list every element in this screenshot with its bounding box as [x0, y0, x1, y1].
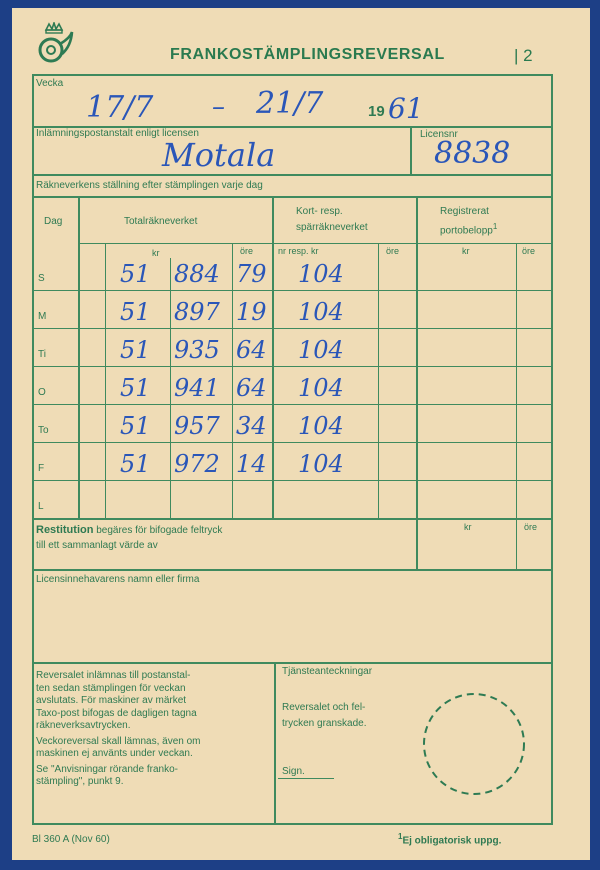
- row-day: L: [38, 501, 44, 512]
- row-day: S: [38, 273, 45, 284]
- restitution-bold: Restitution: [36, 524, 94, 536]
- licens-label: Licensnr: [420, 129, 458, 140]
- instruction-line: Taxo-post bifogas de dagligen tagna: [36, 707, 197, 719]
- postanstalt-label: Inlämningspostanstalt enligt licensen: [36, 128, 199, 139]
- footer-note: [398, 832, 501, 846]
- row-day: F: [38, 463, 45, 474]
- sub-kr: kr: [152, 248, 160, 258]
- vecka-year-prefix: 19: [368, 103, 385, 120]
- restitution-line1: [36, 524, 222, 536]
- row-ore: 14: [236, 450, 267, 478]
- row-day: To: [38, 425, 49, 436]
- instruction-line: stämpling", punkt 9.: [36, 776, 124, 787]
- tjanst-sign: Sign.: [282, 766, 305, 777]
- instruction-line: Veckoreversal skall lämnas, även om: [36, 735, 201, 747]
- col-total: Totalräkneverket: [124, 216, 198, 227]
- row-kort: 104: [298, 298, 344, 326]
- row-total-b: 957: [174, 412, 220, 440]
- row-kort: 104: [298, 336, 344, 364]
- sub-kr3: kr: [462, 246, 470, 256]
- col-kort-1: Kort- resp.: [296, 206, 343, 217]
- row-total-a: 51: [120, 298, 151, 326]
- instruction-line: Reversalet inlämnas till postanstal-: [36, 670, 191, 681]
- row-day: O: [38, 387, 46, 398]
- col-reg-2-text: portobelopp: [440, 225, 493, 237]
- instruction-line: Se "Anvisningar rörande franko-: [36, 763, 178, 775]
- licens-value: 8838: [434, 136, 511, 171]
- row-total-a: 51: [120, 412, 151, 440]
- restitution-ore: öre: [524, 522, 538, 532]
- col-reg-sup: 1: [492, 222, 498, 231]
- form-id: Bl 360 A (Nov 60): [32, 834, 110, 845]
- instruction-line: maskinen ej använts under veckan.: [36, 748, 193, 759]
- row-kort: 104: [298, 374, 344, 402]
- form-title: FRANKOSTÄMPLINGSREVERSAL: [170, 46, 445, 63]
- table-caption: Räkneverkens ställning efter stämplingen varje dag: [36, 180, 263, 191]
- row-total-b: 897: [174, 298, 220, 326]
- licensinnehavare-label: Licensinnehavarens namn eller firma: [36, 574, 200, 585]
- stamp-circle-dashed: [420, 690, 528, 798]
- row-ore: 64: [236, 336, 267, 364]
- row-total-a: 51: [120, 260, 151, 288]
- sub-ore3: öre: [522, 246, 536, 256]
- restitution-text: begäres för bifogade feltryck: [96, 525, 223, 536]
- sub-ore2: öre: [386, 246, 400, 256]
- col-dag: Dag: [44, 216, 63, 227]
- row-total-b: 972: [174, 450, 220, 478]
- form-card: [12, 8, 590, 860]
- col-reg-1: Registrerat: [440, 206, 489, 217]
- tjanst-label: Tjänsteanteckningar: [282, 666, 373, 677]
- instructions: [36, 670, 272, 789]
- row-total-b: 935: [174, 336, 220, 364]
- vecka-from: 17/7: [86, 90, 154, 125]
- row-ore: 34: [236, 412, 267, 440]
- row-ore: 64: [236, 374, 267, 402]
- row-kort: 104: [298, 450, 344, 478]
- vecka-dash: –: [212, 92, 225, 122]
- row-total-b: 884: [174, 260, 220, 288]
- form-number: | 2: [514, 46, 533, 65]
- row-total-a: 51: [120, 374, 151, 402]
- row-day: Ti: [38, 349, 46, 360]
- row-ore: 19: [236, 298, 267, 326]
- form-number-value: 2: [523, 46, 533, 65]
- footer-note-sup: 1: [398, 832, 403, 841]
- row-total-b: 941: [174, 374, 220, 402]
- sub-ore: öre: [240, 246, 254, 256]
- restitution-line2: till ett sammanlagt värde av: [36, 540, 158, 551]
- instruction-line: avslutats. För maskiner av märket: [36, 695, 187, 706]
- postanstalt-value: Motala: [162, 136, 276, 174]
- row-total-a: 51: [120, 450, 151, 478]
- post-horn-crown-icon: [34, 22, 74, 66]
- instruction-line: ten sedan stämplingen för veckan: [36, 682, 186, 694]
- col-reg-2: [440, 222, 497, 236]
- instruction-line: räkneverksavtrycken.: [36, 720, 131, 731]
- restitution-kr: kr: [464, 522, 472, 532]
- footer-note-text: Ej obligatorisk uppg.: [402, 835, 502, 847]
- vecka-year-suffix: 61: [388, 92, 424, 125]
- vecka-to: 21/7: [256, 86, 324, 121]
- vecka-label: Vecka: [36, 78, 64, 89]
- sub-nr-kr: nr resp. kr: [278, 246, 319, 256]
- tjanst-text1: Reversalet och fel-: [282, 702, 366, 713]
- row-ore: 79: [236, 260, 267, 288]
- col-kort-2: spärräkneverket: [296, 222, 368, 233]
- row-total-a: 51: [120, 336, 151, 364]
- row-kort: 104: [298, 412, 344, 440]
- row-day: M: [38, 311, 47, 322]
- tjanst-text2: trycken granskade.: [282, 718, 367, 729]
- row-kort: 104: [298, 260, 344, 288]
